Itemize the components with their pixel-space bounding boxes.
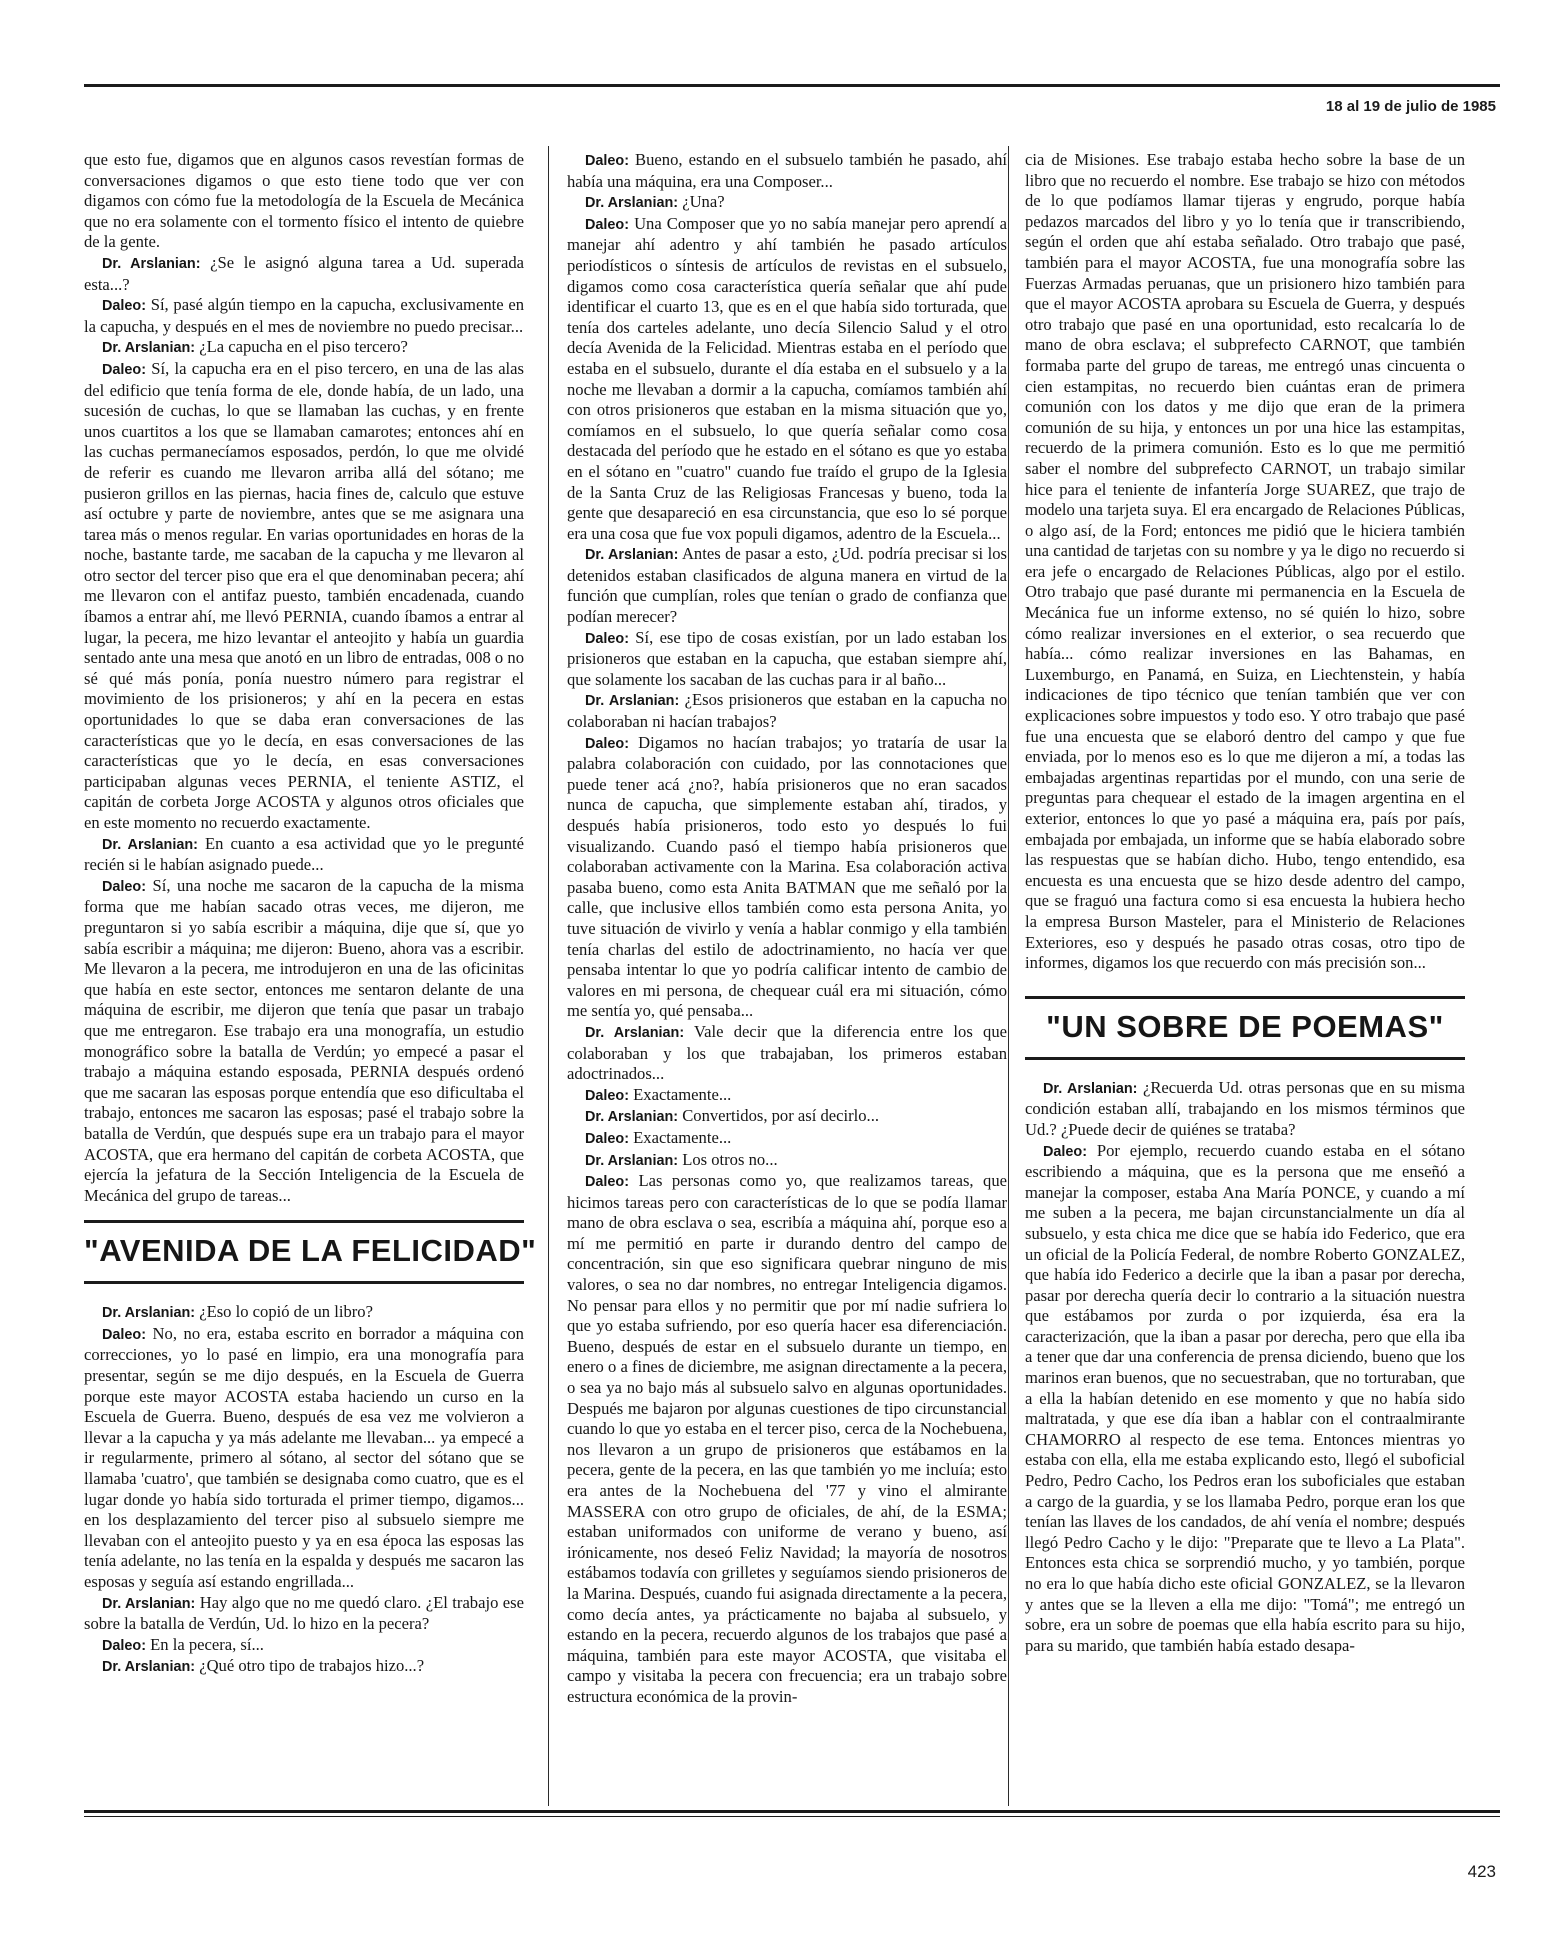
paragraph-text: ¿Una? bbox=[682, 192, 725, 212]
paragraph-text: Digamos no hacían trabajos; yo trataría de usar la palabra colaboración con cuidado, por las connotaciones que puede tener acá ¿no?, había prisioneros que no eran sacados nunca de capucha, que simplemente estaban ahí, tirados, y después había prisioneros, todo esto yo después lo fui visualizando. Cuando pasó el tiempo había prisioneros que colaboraban activamente con la Marina. Esa colaboración activa pasaba bueno, como esta Anita BATMAN que me señaló por la calle, que inclusive ellos también como esta persona Anita, yo tuve situación de vivirlo y venía a hablar conmigo y ella también tenía charlas del estilo de adoctrinamiento, no hacía ver que pensaba intentar lo que yo podría calificar intento de cambio de valores en mi persona, de chequear cuál era mi situación, cómo me sentía yo, qué pensaba... bbox=[567, 732, 1007, 1021]
header-rule bbox=[84, 84, 1500, 87]
footer-rule bbox=[84, 1810, 1500, 1813]
paragraph-text: ¿Qué otro tipo de trabajos hizo...? bbox=[199, 1656, 425, 1676]
paragraph-text: Bueno, estando en el subsuelo también he pasado, ahí había una máquina, era una Composer... bbox=[567, 150, 1007, 191]
paragraph bbox=[84, 876, 524, 1207]
paragraph bbox=[567, 1150, 1007, 1172]
speaker-label: Dr. Arslanian: bbox=[1043, 1080, 1138, 1097]
paragraph-text: Las personas como yo, que realizamos tareas, que hicimos tareas pero con características de lo que se podía llamar mano de obra esclava o sea, escribía a máquina ahí, porque eso a mí me permitió en parte ir durando dentro del campo de concentración, sin que eso significara quebrar ninguno de mis valores, o sea no dar nombres, no entregar Inteligencia digamos. No pensar para ellos y no permitir que por mí nadie sufriera lo que yo estaba sufriendo, por eso quería hacer esa diferenciación. Bueno, después de estar en el subsuelo durante un tiempo, en enero o a fines de diciembre, me asignan directamente a la pecera, o sea ya no bajo más al subsuelo salvo en algunas oportunidades. Después me bajaron por algunas cuestiones de tipo circunstancial cuando lo que yo estaba en el tercer piso, cerca de la Nochebuena, nos llevaron a un grupo de prisioneros que estábamos en la pecera, gente de la pecera, en las que también yo me incluía; esto era antes de la Nochebuena del '77 y vino el almirante MASSERA con otro grupo de oficiales, de ahí, de la ESMA; estaban uniformados con uniforme de verano y bueno, así irónicamente, nos deseó Feliz Navidad; la mayoría de nosotros estábamos todavía con grilletes y seguíamos siendo prisioneros de la Marina. Después, cuando fui asignada directamente a la pecera, como decía antes, ya prácticamente no bajaba al subsuelo, y estando en la pecera, recuerdo algunos de los trabajos que pasé a máquina, también para este mayor ACOSTA, que visitaba el campo y visitaba la pecera con frecuencia; era un trabajo sobre estructura económica de la provin- bbox=[567, 1171, 1007, 1706]
column-1 bbox=[84, 150, 537, 1678]
paragraph-text: Hay algo que no me quedó claro. ¿El trabajo ese sobre la batalla de Verdún, Ud. lo hizo en la pecera? bbox=[84, 1592, 524, 1634]
paragraph bbox=[567, 733, 1007, 1022]
paragraph bbox=[567, 1022, 1007, 1085]
paragraph-text: Exactamente... bbox=[633, 1084, 732, 1104]
column-3 bbox=[1025, 150, 1465, 1656]
speaker-label: Daleo: bbox=[102, 361, 146, 378]
paragraph bbox=[84, 1324, 524, 1593]
speaker-label: Dr. Arslanian: bbox=[102, 1659, 196, 1676]
issue-date: 18 al 19 de julio de 1985 bbox=[1325, 98, 1496, 115]
speaker-label: Daleo: bbox=[585, 630, 629, 647]
speaker-label: Daleo: bbox=[102, 298, 146, 315]
paragraph bbox=[567, 192, 1007, 214]
speaker-label: Daleo: bbox=[585, 1130, 629, 1147]
paragraph-text: Sí, ese tipo de cosas existían, por un lado estaban los prisioneros que estaban en la capucha, que estaban siempre ahí, que solamente los sacaban de las cuchas para ir al baño... bbox=[567, 627, 1007, 689]
section-headline: "AVENIDA DE LA FELICIDAD" bbox=[84, 1220, 524, 1284]
paragraph bbox=[567, 1171, 1007, 1707]
paragraph-text: En cuanto a esa actividad que yo le pregunté recién si le habían asignado puede... bbox=[84, 833, 524, 875]
speaker-label: Daleo: bbox=[102, 878, 146, 895]
paragraph bbox=[84, 834, 524, 876]
speaker-label: Dr. Arslanian: bbox=[102, 255, 201, 272]
speaker-label: Daleo: bbox=[1043, 1143, 1087, 1160]
paragraph-text: No, no era, estaba escrito en borrador a máquina con correcciones, yo lo pasé en limpio, era una monografía para presentar, según se me dijo después, en la Escuela de Guerra porque este mayor ACOSTA estaba haciendo un curso en la Escuela de Guerra. Bueno, después de esa vez me volvieron a llevar a la capucha y ya más adelante me llevaban... ya empecé a ir regularmente, primero al sótano, al sector del sótano que se llamaba 'cuatro', que también se designaba como cuatro, que es el lugar donde yo había sido torturada el primer tiempo, digamos... en los desplazamiento del tercer piso al subsuelo siempre me llevaban con el anteojito puesto y ya en esa época las esposas las tenía adelante, no las tenía en la espalda y después me sacaron las esposas y seguía así estando engrillada... bbox=[84, 1323, 524, 1591]
paragraph bbox=[567, 1106, 1007, 1128]
paragraph-text: Antes de pasar a esto, ¿Ud. podría precisar si los detenidos estaban clasificados de alguna manera en virtud de la función que cumplían, roles que tenían o grado de confianza que podían merecer? bbox=[567, 544, 1007, 627]
paragraph bbox=[567, 1128, 1007, 1150]
paragraph: que esto fue, digamos que en algunos casos revestían formas de conversaciones digamos o que esto tiene todo que ver con digamos con cómo fue la metodología de la Escuela de Mecánica que no era solamente con el tormento físico el intento de quiebre de la gente. bbox=[84, 150, 524, 252]
paragraph-text: Los otros no... bbox=[682, 1149, 778, 1169]
paragraph bbox=[567, 544, 1007, 627]
speaker-label: Dr. Arslanian: bbox=[102, 1595, 196, 1612]
paragraph bbox=[84, 337, 524, 359]
paragraph-text: Exactamente... bbox=[633, 1127, 732, 1147]
speaker-label: Daleo: bbox=[585, 1087, 629, 1104]
speaker-label: Dr. Arslanian: bbox=[585, 1024, 685, 1041]
paragraph bbox=[1025, 1141, 1465, 1657]
column-divider bbox=[548, 146, 549, 1806]
speaker-label: Daleo: bbox=[585, 153, 629, 169]
paragraph bbox=[567, 690, 1007, 732]
paragraph bbox=[567, 1085, 1007, 1107]
paragraph bbox=[84, 295, 524, 337]
speaker-label: Daleo: bbox=[585, 735, 629, 752]
paragraph-text: Una Composer que yo no sabía manejar pero aprendí a manejar ahí adentro y ahí también he pasado artículos periodísticos o síntesis de artículos de revistas en el subsuelo, digamos como cosa característica quería señalar que ahí pude identificar el cuarto 13, que es en el que había sido torturada, que tenía dos carteles adelante, uno decía Silencio Salud y el otro decía Avenida de la Felicidad. Mientras estaba en el período que estaba en el subsuelo, durante el día estaba en el subsuelo y a la noche me llevaban a dormir a la capucha, comíamos también ahí con otros prisioneros que estaban en la misma situación que yo, comíamos en el subsuelo, lo que quería señalar como cosa destacada del período que he estado en el sótano es que yo estaba en el sótano en "cuatro" cuando fue traído el grupo de la Iglesia de la Santa Cruz de las Religiosas Francesas y bueno, toda la gente que desapareció en esa circunstancia, que eso lo sé porque era una cosa que fue vox populi digamos, adentro de la Escuela... bbox=[567, 213, 1007, 543]
speaker-label: Dr. Arslanian: bbox=[585, 693, 680, 710]
paragraph bbox=[567, 628, 1007, 691]
speaker-label: Dr. Arslanian: bbox=[102, 836, 198, 853]
paragraph-text: Sí, la capucha era en el piso tercero, en una de las alas del edificio que tenía forma de ele, donde había, de un lado, una sucesión de cuchas, lo que se llamaban las cuchas, y en frente unos cuartitos a los que se llamaban camarotes; entonces ahí en las cuchas permanecíamos esposados, perdón, lo que me olvidé de referir es cuando me llevaron arriba allá del sótano; me pusieron grillos en las piernas, hacia fines de, calculo que estuve así octubre y parte de noviembre, antes que se me asignara una tarea más o menos regular. En varias oportunidades en horas de la noche, bastante tarde, me sacaban de la capucha y me llevaron al otro sector del tercer piso que era el que denominaban pecera; ahí me llevaron con el antifaz puesto, también encadenada, cuando íbamos a entrar ahí, me llevó PERNIA, cuando íbamos a entrar al lugar, la pecera, me hizo levantar el anteojito y había un guardia sentado ante una mesa que anotó en un libro de entradas, 008 o no sé qué más ponía, ponía nuestro número para registrar el movimiento de los prisioneros; y ahí en la pecera en estas oportunidades lo que se daba eran conversaciones de las características que yo le decía, en esas conversaciones de las características que yo le decía, en esas conversaciones participaban algunas veces PERNIA, el teniente ASTIZ, el capitán de corbeta Jorge ACOSTA y algunos otros oficiales que en este momento no recuerdo exactamente. bbox=[84, 358, 524, 832]
paragraph bbox=[567, 150, 1007, 192]
speaker-label: Daleo: bbox=[102, 1637, 146, 1654]
column-divider bbox=[1008, 146, 1009, 1806]
paragraph-text: Por ejemplo, recuerdo cuando estaba en el sótano escribiendo a máquina, que es la persona que me enseñó a manejar la composer, estaba Ana María PONCE, y cuando a mí me suben a la pecera, me bajan circunstancialmente un día al subsuelo, y esta chica me dice que se había ido Federico, que era un oficial de la Policía Federal, de nombre Roberto GONZALEZ, que había ido Federico a decirle que la iban a pasar por derecha, pasar por derecha quería decir lo contrario a la situación nuestra que estábamos por zurda o por izquierda, ésa era la caracterización, que la iban a pasar por derecha, pero que ella iba a tener que dar una conferencia de prensa diciendo, bueno que los marinos eran buenos, que no secuestraban, que no torturaban, que a ella la habían detenido en ese momento y que no había sido maltratada, y que ese día iban a hablar con el contraalmirante CHAMORRO al respecto de ese tema. Entonces mientras yo estaba con ella, ella me estaba explicando esto, llegó el suboficial Pedro, Pedro Cacho, los Pedros eran los suboficiales que estaban a cargo de la guardia, y se los llamaba Pedro, porque eran los que tenían las llaves de los candados, de ahí venía el nombre; después llegó Pedro Cacho y le dijo: "Preparate que te llevo a La Plata". Entonces esta chica se sorprendió mucho, y yo también, porque no era lo que había dicho este oficial GONZALEZ, se la llevaron y antes que se la lleven a ella me dijo: "Tomá"; me entregó un sobre, era un sobre de poemas que ella había escrito para su hijo, para su marido, que también había estado desapa- bbox=[1025, 1140, 1465, 1655]
speaker-label: Daleo: bbox=[585, 216, 629, 233]
speaker-label: Daleo: bbox=[102, 1326, 146, 1343]
footer-rule bbox=[84, 1816, 1500, 1817]
paragraph-text: ¿Eso lo copió de un libro? bbox=[199, 1302, 373, 1322]
paragraph-text: ¿Se le asignó alguna tarea a Ud. superada esta...? bbox=[84, 252, 524, 294]
page-number: 423 bbox=[1467, 1862, 1496, 1881]
speaker-label: Daleo: bbox=[585, 1174, 629, 1191]
paragraph-text: ¿Recuerda Ud. otras personas que en su misma condición estaban allí, trabajando en los mismos términos que Ud.? ¿Puede decir de quiénes se trataba? bbox=[1025, 1077, 1465, 1139]
speaker-label: Dr. Arslanian: bbox=[102, 340, 196, 357]
paragraph-text: Sí, una noche me sacaron de la capucha de la misma forma que me habían sacado otras veces, me dijeron, me preguntaron si yo sabía escribir a máquina, dije que sí, que yo sabía escribir a máquina; me dijeron: Bueno, ahora vas a escribir. Me llevaron a la pecera, me introdujeron en una de las oficinitas que había en este sector, entonces me sentaron delante de una máquina de escribir, me dijeron que tenía que pasar un trabajo que me entregaron. Ese trabajo era una monografía, un estudio monográfico sobre la batalla de Verdún; yo empecé a pasar el trabajo a máquina estando esposada, PERNIA después ordenó que me sacaran las esposas porque entendía que eso dificultaba el trabajo, entonces me sacaron las esposas; pasé el trabajo sobre la batalla de Verdún, que después supe era un trabajo para el mayor ACOSTA, que era hermano del capitán de corbeta ACOSTA, que ejercía la jefatura de la Sección Inteligencia de la Escuela de Mecánica del grupo de tareas... bbox=[84, 875, 524, 1205]
paragraph bbox=[84, 253, 524, 295]
speaker-label: Dr. Arslanian: bbox=[585, 1109, 679, 1126]
paragraph-text: Vale decir que la diferencia entre los que colaboraban y los que trabajaban, los primeros estaban adoctrinados... bbox=[567, 1021, 1007, 1084]
paragraph bbox=[84, 1656, 524, 1678]
paragraph-text: Convertidos, por así decirlo... bbox=[682, 1106, 879, 1126]
paragraph bbox=[1025, 1078, 1465, 1141]
speaker-label: Dr. Arslanian: bbox=[102, 1305, 196, 1322]
column-2 bbox=[567, 150, 1007, 1708]
paragraph bbox=[84, 1302, 524, 1324]
paragraph-text: ¿La capucha en el piso tercero? bbox=[199, 337, 408, 357]
paragraph-text: Sí, pasé algún tiempo en la capucha, exclusivamente en la capucha, y después en el mes de noviembre no puedo precisar... bbox=[84, 295, 524, 336]
paragraph bbox=[84, 359, 524, 834]
paragraph-text: ¿Esos prisioneros que estaban en la capucha no colaboraban ni hacían trabajos? bbox=[567, 690, 1007, 732]
speaker-label: Dr. Arslanian: bbox=[585, 195, 679, 212]
paragraph: cia de Misiones. Ese trabajo estaba hecho sobre la base de un libro que no recuerdo el nombre. Ese trabajo se hizo con métodos de lo que podíamos llamar tijeras y engrudo, porque había pedazos marcados del libro y yo lo tenía que ir transcribiendo, según el orden que ahí estaba señalado. Otro trabajo que pasé, también para el mayor ACOSTA, fue una monografía sobre las Fuerzas Armadas peruanas, que un prisionero hizo también para que el mayor ACOSTA aprobara su Escuela de Guerra, y después otro trabajo que pasé en una oportunidad, esto recalcaría lo de mano de obra esclava; el subprefecto CARNOT, que también formaba parte del grupo de tareas, me entregó unas cincuenta o cien estampitas, no recuerdo bien cuántas eran de primera comunión con los datos y me dijo que eran de la primera comunión de su hija, y entonces un por una hice las estampitas, recuerdo de la primera comunión. Esto es lo que me permitió saber el nombre del subprefecto CARNOT, un trabajo similar hice para el teniente de infantería Jorge SUAREZ, que trajo de modelo una tarjeta suya. El era encargado de Relaciones Públicas, o algo así, de la Ford; entonces me pidió que le hiciera también una cantidad de tarjetas con su nombre y ya le digo no recuerdo si era jefe o encargado de Relaciones Públicas, algo por el estilo. Otro trabajo que pasé durante mi permanencia en la Escuela de Mecánica fue un informe extenso, no sé quién lo hizo, sobre cómo realizar inversiones en el exterior, o sea recuerdo que había... cómo realizar inversiones en las Bahamas, en Luxemburgo, en Panamá, en Suiza, en Liechtenstein, y había indicaciones de tipo técnico que tenían también que ver con explicaciones sobre impuestos y todo eso. Y otro trabajo que pasé fue una encuesta que se elaboró dentro del campo y que fue enviada, por lo menos eso es lo que me dijeron a mí, a todas las embajadas argentinas repartidas por el mundo, con una serie de preguntas para chequear el estado de la imagen argentina en el exterior, entonces lo que yo pasé a máquina era, país por país, embajada por embajada, un informe que se había elaborado sobre las respuestas que se habían dicho. Hubo, tengo entendido, esa encuesta es una encuesta que se hizo desde adentro del campo, que se fraguó una factura como si esa encuesta la hubiera hecho la empresa Burson Masteler, para el Ministerio de Relaciones Exteriores, eso y después he pasado otras cosas, otro tipo de informes, digamos los que recuerdo con más precisión son... bbox=[1025, 150, 1465, 973]
paragraph bbox=[567, 214, 1007, 545]
section-headline: "UN SOBRE DE POEMAS" bbox=[1025, 996, 1465, 1060]
speaker-label: Dr. Arslanian: bbox=[585, 1152, 679, 1169]
paragraph bbox=[84, 1635, 524, 1657]
speaker-label: Dr. Arslanian: bbox=[585, 547, 679, 564]
paragraph-text: En la pecera, sí... bbox=[150, 1634, 264, 1654]
paragraph bbox=[84, 1593, 524, 1635]
